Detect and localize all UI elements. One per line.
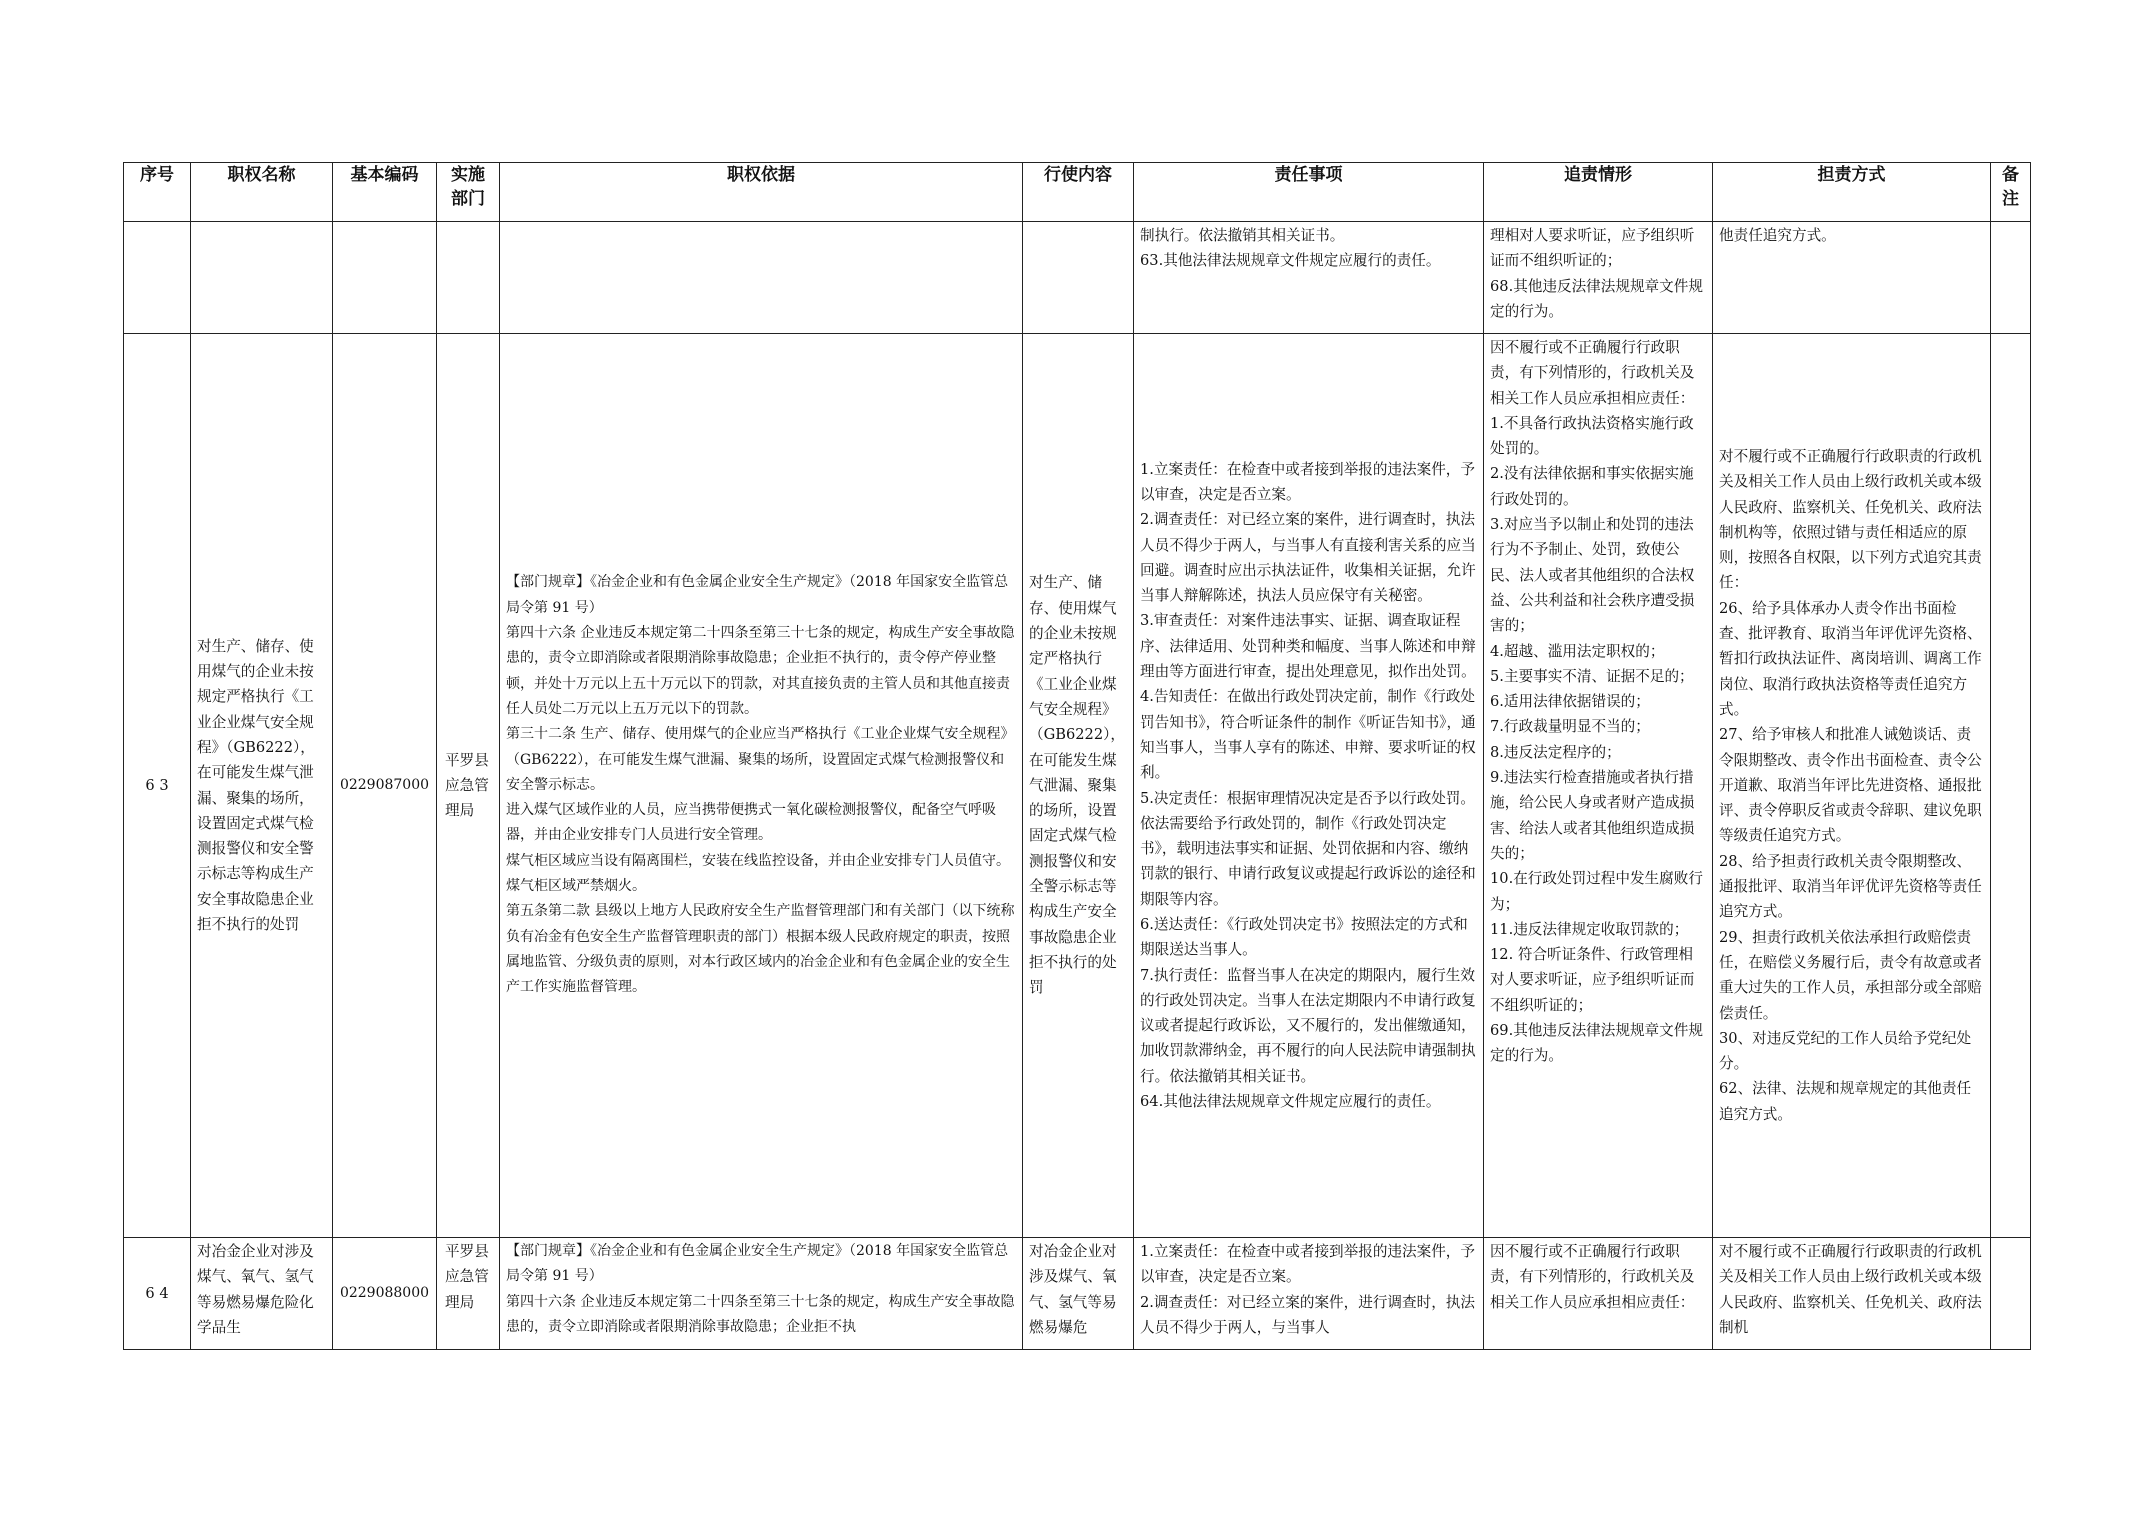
cell-remark	[1991, 1238, 2031, 1350]
cell-dept: 平罗县应急管理局	[437, 334, 500, 1238]
cell-responsibility	[1134, 222, 1484, 334]
cell-code: 0229088000	[333, 1238, 437, 1350]
cell-accountability	[1484, 1238, 1713, 1350]
cell-remark	[1991, 222, 2031, 334]
list-item: 8.违反法定程序的；	[1490, 743, 1621, 761]
cell-accountability	[1484, 334, 1713, 1238]
cell-liability	[1713, 334, 1991, 1238]
list-item: 因不履行或不正确履行行政职责，有下列情形的，行政机关及相关工作人员应承担相应责任：	[1490, 1243, 1695, 1311]
basis-paragraph: 第四十六条 企业违反本规定第二十四条至第三十七条的规定，构成生产安全事故隐患的，责令立即消除或者限期消除事故隐患；企业拒不执行的，责令停产停业整顿，并处十万元以上五十万元以下的罚款，对其直接负责的主管人员和其他直接责任人员处二万元以上五万元以下的罚款。	[506, 625, 1015, 717]
list-item: 11.违反法律规定收取罚款的；	[1490, 920, 1689, 938]
list-item: 1.立案责任：在检查中或者接到举报的违法案件，予以审查，决定是否立案。	[1140, 460, 1475, 503]
basis-paragraph: 煤气柜区域应当设有隔离围栏，安装在线监控设备，并由企业安排专门人员值守。煤气柜区域严禁烟火。	[506, 852, 1010, 895]
list-item: 62、法律、法规和规章规定的其他责任追究方式。	[1719, 1080, 1972, 1123]
list-item: 3.审查责任：对案件违法事实、证据、调查取证程序、法律适用、处罚种类和幅度、当事人陈述和申辩理由等方面进行审查，提出处理意见，拟作出处罚。	[1140, 612, 1476, 681]
basis-paragraph: 第五条第二款 县级以上地方人民政府安全生产监督管理部门和有关部门（以下统称负有冶金有色安全生产监督管理职责的部门）根据本级人民政府规定的职责，按照属地监管、分级负责的原则，对本行政区域内的冶金企业和有色金属企业的安全生产工作实施监督管理。	[506, 903, 1015, 996]
cell-basis	[500, 334, 1023, 1238]
cell-seq: 6 3	[124, 334, 191, 1238]
list-item: 2.调查责任：对已经立案的案件，进行调查时，执法人员不得少于两人，与当事人	[1140, 1293, 1475, 1336]
header-remark: 备注	[1991, 163, 2031, 222]
list-item: 2.没有法律依据和事实依据实施行政处罚的。	[1490, 465, 1694, 508]
list-item: 5.主要事实不清、证据不足的；	[1490, 667, 1694, 685]
list-item: 7.执行责任：监督当事人在决定的期限内，履行生效的行政处罚决定。当事人在法定期限内不申请行政复议或者提起行政诉讼，又不履行的，发出催缴通知，加收罚款滞纳金，再不履行的向人民法院申请强制执行。依法撤销其相关证书。	[1140, 966, 1476, 1085]
list-item: 28、给予担责行政机关责令限期整改、通报批评、取消当年评优评先资格等责任追究方式。	[1719, 852, 1982, 921]
cell-code	[333, 222, 437, 334]
header-accountability: 追责情形	[1484, 163, 1713, 222]
list-item: 26、给予具体承办人责令作出书面检查、批评教育、取消当年评优评先资格、暂扣行政执法证件、离岗培训、调离工作岗位、取消行政执法资格等责任追究方式。	[1719, 599, 1982, 718]
list-item: 4.超越、滥用法定职权的；	[1490, 642, 1665, 660]
list-item: 9.违法实行检查措施或者执行措施，给公民人身或者财产造成损害、给法人或者其他组织造成损失的；	[1490, 769, 1695, 862]
cell-name: 对冶金企业对涉及煤气、氧气、氢气等易燃易爆危险化学品生	[191, 1238, 333, 1350]
cell-dept	[437, 222, 500, 334]
cell-responsibility	[1134, 1238, 1484, 1350]
header-row	[124, 163, 2031, 222]
list-item: 10.在行政处罚过程中发生腐败行为；	[1490, 870, 1703, 913]
list-item: 对不履行或不正确履行行政职责的行政机关及相关工作人员由上级行政机关或本级人民政府、监察机关、任免机关、政府法制机	[1719, 1243, 1982, 1336]
cell-basis	[500, 1238, 1023, 1350]
list-item: 他责任追究方式。	[1719, 227, 1836, 244]
table-row-63	[124, 334, 2031, 1238]
cell-liability	[1713, 222, 1991, 334]
list-item: 4.告知责任：在做出行政处罚决定前，制作《行政处罚告知书》，符合听证条件的制作《听证告知书》，通知当事人，当事人享有的陈述、申辩、要求听证的权利。	[1140, 688, 1476, 782]
cell-dept: 平罗县应急管理局	[437, 1238, 500, 1350]
cell-seq	[124, 222, 191, 334]
header-dept: 实施部门	[437, 163, 500, 222]
cell-code: 0229087000	[333, 334, 437, 1238]
list-item: 68.其他违反法律法规规章文件规定的行为。	[1490, 277, 1703, 320]
header-code: 基本编码	[333, 163, 437, 222]
list-item: 12. 符合听证条件、行政管理相对人要求听证，应予组织听证而不组织听证的；	[1490, 946, 1695, 1014]
cell-content: 对冶金企业对涉及煤气、氧气、氢气等易燃易爆危	[1023, 1238, 1134, 1350]
basis-paragraph: 【部门规章】《冶金企业和有色金属企业安全生产规定》（2018 年国家安全监管总局令第 91 号）	[506, 574, 1009, 616]
header-basis: 职权依据	[500, 163, 1023, 222]
cell-content: 对生产、储存、使用煤气的企业未按规定严格执行《工业企业煤气安全规程》（GB6222），在可能发生煤气泄漏、聚集的场所，设置固定式煤气检测报警仪和安全警示标志等构成生产安全事故隐患企业拒不执行的处罚	[1023, 334, 1134, 1238]
header-power-name: 职权名称	[191, 163, 333, 222]
cell-content	[1023, 222, 1134, 334]
basis-paragraph: 【部门规章】《冶金企业和有色金属企业安全生产规定》（2018 年国家安全监管总局令第 91 号）	[506, 1243, 1009, 1285]
list-item: 理相对人要求听证，应予组织听证而不组织听证的；	[1490, 227, 1695, 270]
basis-paragraph: 第四十六条 企业违反本规定第二十四条至第三十七条的规定，构成生产安全事故隐患的，责令立即消除或者限期消除事故隐患；企业拒不执	[506, 1293, 1015, 1335]
list-item: 63.其他法律法规规章文件规定应履行的责任。	[1140, 252, 1441, 270]
responsibility-table	[123, 162, 2031, 1350]
cell-seq: 6 4	[124, 1238, 191, 1350]
list-item: 对不履行或不正确履行行政职责的行政机关及相关工作人员由上级行政机关或本级人民政府、监察机关、任免机关、政府法制机构等，依照过错与责任相适应的原则，按照各自权限，以下列方式追究其责任：	[1719, 447, 1982, 592]
header-content: 行使内容	[1023, 163, 1134, 222]
basis-paragraph: 进入煤气区域作业的人员，应当携带便携式一氧化碳检测报警仪，配备空气呼吸器，并由企业安排专门人员进行安全管理。	[506, 802, 996, 844]
basis-paragraph: 第三十二条 生产、储存、使用煤气的企业应当严格执行《工业企业煤气安全规程》（GB6222），在可能发生煤气泄漏、聚集的场所，设置固定式煤气检测报警仪和安全警示标志。	[506, 726, 1015, 793]
list-item: 3.对应当予以制止和处罚的违法行为不予制止、处罚，致使公民、法人或者其他组织的合法权益、公共利益和社会秩序遭受损害的；	[1490, 516, 1695, 635]
list-item: 6.送达责任：《行政处罚决定书》按照法定的方式和期限送达当事人。	[1140, 915, 1468, 959]
list-item: 5.决定责任：根据审理情况决定是否予以行政处罚。依法需要给予行政处罚的，制作《行政处罚决定书》，载明违法事实和证据、处罚依据和内容、缴纳罚款的银行、申请行政复议或提起行政诉讼的途径和期限等内容。	[1140, 789, 1476, 908]
list-item: 7.行政裁量明显不当的；	[1490, 718, 1650, 736]
cell-basis	[500, 222, 1023, 334]
list-item: 27、给予审核人和批准人诫勉谈话、责令限期整改、责令作出书面检查、责令公开道歉、取消当年评比先进资格、通报批评、责令停职反省或责令辞职、建议免职等级责任追究方式。	[1719, 726, 1982, 845]
table-row-64	[124, 1238, 2031, 1350]
list-item: 6.适用法律依据错误的；	[1490, 693, 1650, 711]
header-seq: 序号	[124, 163, 191, 222]
list-item: 29、担责行政机关依法承担行政赔偿责任，在赔偿义务履行后，责令有故意或者重大过失的工作人员，承担部分或全部赔偿责任。	[1719, 928, 1982, 1022]
cell-name	[191, 222, 333, 334]
cell-remark	[1991, 334, 2031, 1238]
cell-responsibility	[1134, 334, 1484, 1238]
cell-name: 对生产、储存、使用煤气的企业未按规定严格执行《工业企业煤气安全规程》（GB6222），在可能发生煤气泄漏、聚集的场所，设置固定式煤气检测报警仪和安全警示标志等构成生产安全事故隐患企业拒不执行的处罚	[191, 334, 333, 1238]
cell-liability	[1713, 1238, 1991, 1350]
list-item: 因不履行或不正确履行行政职责，有下列情形的，行政机关及相关工作人员应承担相应责任：	[1490, 339, 1695, 407]
table-row-continuation	[124, 222, 2031, 334]
list-item: 69.其他违反法律法规规章文件规定的行为。	[1490, 1022, 1703, 1065]
header-liability: 担责方式	[1713, 163, 1991, 222]
list-item: 64.其他法律法规规章文件规定应履行的责任。	[1140, 1093, 1441, 1111]
list-item: 1.立案责任：在检查中或者接到举报的违法案件，予以审查，决定是否立案。	[1140, 1243, 1475, 1286]
list-item: 2.调查责任：对已经立案的案件，进行调查时，执法人员不得少于两人，与当事人有直接利害关系的应当回避。调查时应出示执法证件，收集相关证据，允许当事人辩解陈述，执法人员应保守有关秘密。	[1140, 511, 1476, 605]
list-item: 制执行。依法撤销其相关证书。	[1140, 227, 1345, 244]
list-item: 30、对违反党纪的工作人员给予党纪处分。	[1719, 1029, 1972, 1073]
cell-accountability	[1484, 222, 1713, 334]
list-item: 1.不具备行政执法资格实施行政处罚的。	[1490, 414, 1694, 458]
header-responsibility: 责任事项	[1134, 163, 1484, 222]
